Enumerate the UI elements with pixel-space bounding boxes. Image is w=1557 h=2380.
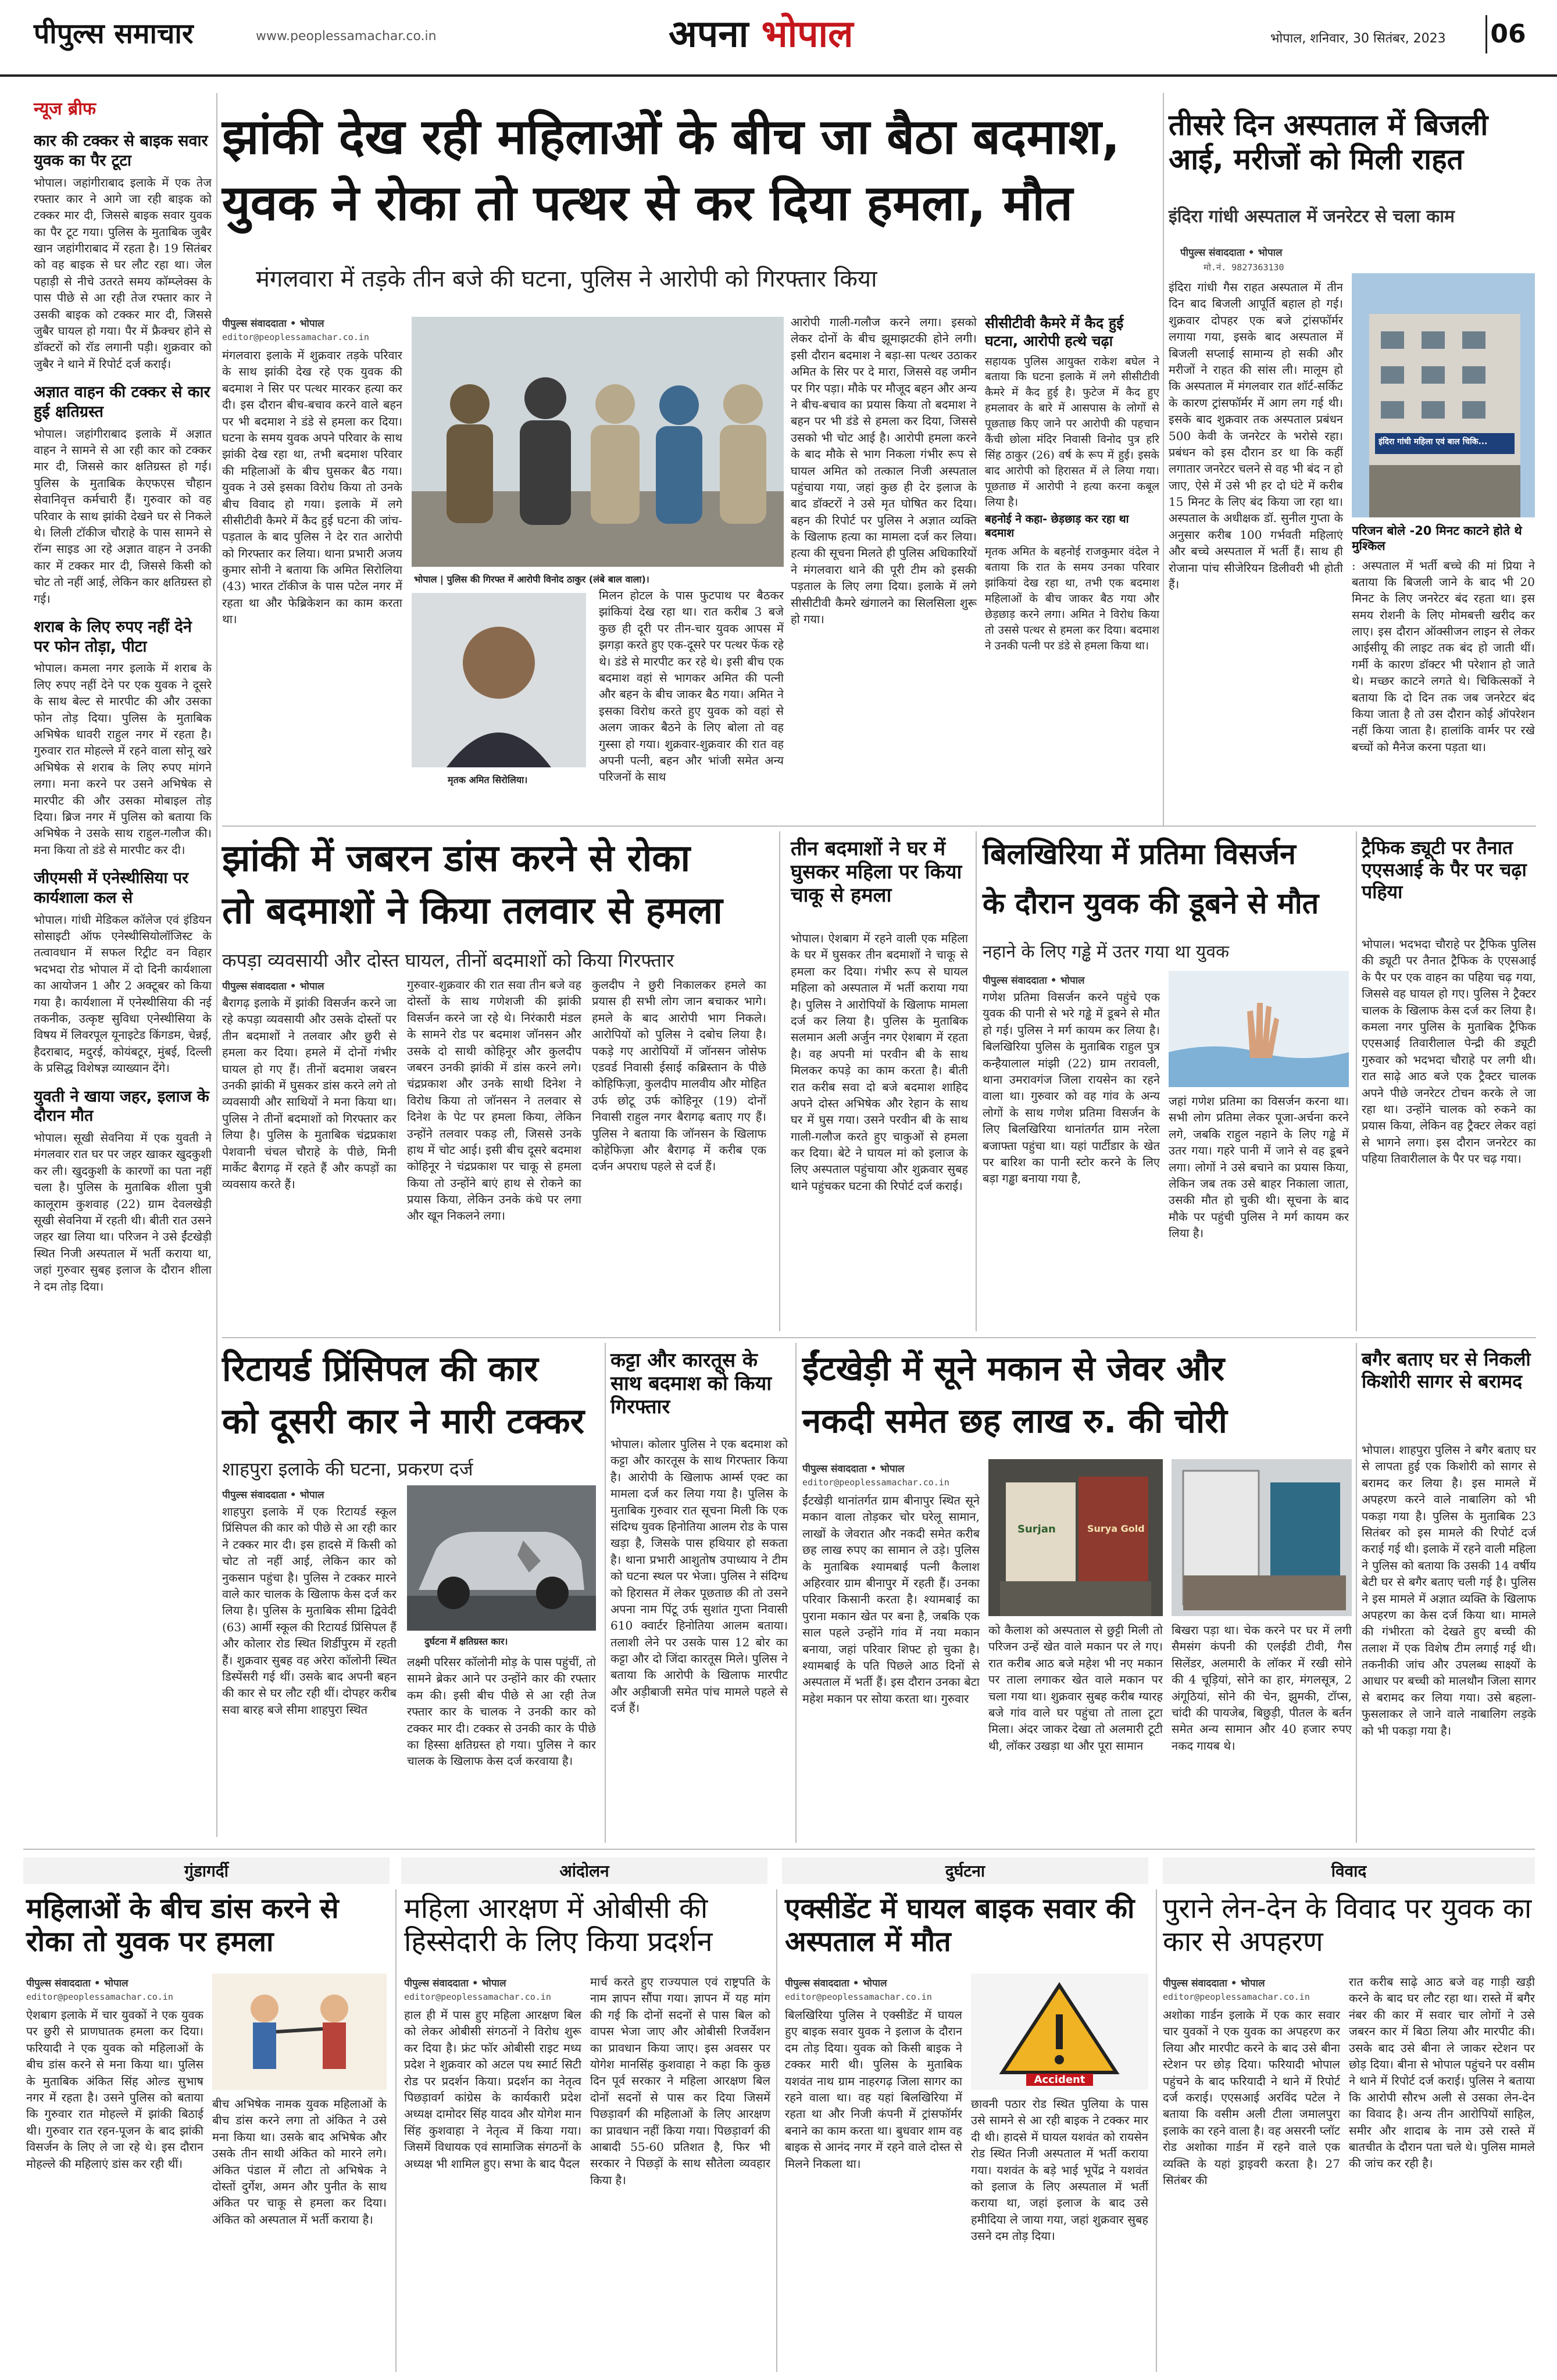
principal-byline: पीपुल्स संवाददाता • भोपाल bbox=[222, 1489, 324, 1501]
dance-headline-2: तो बदमाशों ने किया तलवार से हमला bbox=[222, 889, 723, 932]
victim-portrait bbox=[412, 593, 586, 767]
bottom-story-3-column-1 bbox=[785, 1974, 962, 2369]
principal-headline-1: रिटायर्ड प्रिंसिपल की कार bbox=[222, 1349, 538, 1389]
idol-text-1: गणेश प्रतिमा विसर्जन करने पहुंचे एक युवक की पानी से भरे गड्ढे में डूबने से मौत हो गई। पुलिस ने मर्ग कायम कर लिया है। बिलखिरिया पुलिस के मुताबिक राहुल पुत्र कन्हैयालाल मांझी (22) ग्राम तरावली, थाना उमरावगंज जिला रायसेन का रहने वाला था। गुरुवार को वह गांव के अन्य लोगों के साथ गणेश प्रतिमा विसर्जन के लिए बिलखिरिया थानांतर्गत ग्राम नरेला बजाफ्ता पहुंचा था। यहां पार्टीडार के खेत पर बारिश का पानी स्टोर करने के लिए बड़ा गड्ढा बनाया गया है, bbox=[983, 990, 1160, 1186]
dance-headline-1: झांकी में जबरन डांस करने से रोका bbox=[222, 837, 691, 880]
column-divider bbox=[976, 831, 977, 1331]
dance-column-1 bbox=[222, 977, 397, 1325]
lead-text-3: आरोपी गाली-गलौज करने लगा। इसको लेकर दोनों के बीच झूमाझटकी होने लगी। इसी दौरान बदमाश ने बड़ा-सा पत्थर उठाकर अमित के सिर पर दे मारा, जिससे वह जमीन पर गिर पड़ा। मौके पर मौजूद बहन और अन्य ने बीच-बचाव का प्रयास किया तो बदमाश ने बहन पर भी डंडे से हमला कर दिया, जिससे उसको भी चोट आई है। आरोपी हमला करने के बाद मौके से भाग निकला गंभीर रूप से घायल अमित को तत्काल निजी अस्पताल पहुंचाया गया, जहां कुछ ही देर इलाज के बाद डॉक्टरों ने उसे मृत घोषित कर दिया। बहन की रिपोर्ट पर पुलिस ने अज्ञात व्यक्ति के खिलाफ हत्या का मामला दर्ज कर लिया। हत्या की सूचना मिलते ही पुलिस अधिकारियों ने मंगलवारा थाने की पूरी टीम को इसकी पड़ताल के लिए लगा दिया। इलाके में लगे सीसीटीवी कैमरे खंगालने का सिलसिला शुरू हो गया। bbox=[791, 315, 977, 627]
lead-email: editor@peoplessamachar.co.in bbox=[222, 332, 369, 342]
theft-photo-cupboard bbox=[988, 1459, 1163, 1616]
column-divider bbox=[776, 1889, 777, 2372]
newspaper-logo: पीपुल्स समाचार bbox=[34, 17, 194, 50]
arrest-photo-art bbox=[412, 317, 784, 567]
bottom-story-4-text-1: अशोका गार्डन इलाके में एक कार सवार चार युवकों ने एक युवक का अपहरण कर लिया और मारपीट करने के बाद उसे बीना स्टेशन पर छोड़ दिया। फरियादी भोपाल पहुंचने के बाद फरियादी ने थाने में रिपोर्ट दर्ज कराई। एएसआई अरविंद पटेल ने बताया कि वसीम अली टीला जमालपुरा इलाके का रहने वाला है। वह असरनी प्लॉट रोड अशोका गार्डन में रहने वाले एक व्यक्ति के यहां ड्राइवरी करता है। 27 सितंबर की bbox=[1163, 2008, 1340, 2187]
lead-column-2 bbox=[599, 587, 784, 808]
gun-text: भोपाल। कोलार पुलिस ने एक बदमाश को कट्टा और कारतूस के साथ गिरफ्तार किया है। आरोपी के खिलाफ आर्म्स एक्ट का मामला दर्ज कर लिया गया है। पुलिस के मुताबिक गुरुवार रात सूचना मिली कि एक संदिग्ध युवक हिनोतिया आलम रोड के पास खड़ा है, जिसके पास हथियार हो सकता है। थाना प्रभारी आशुतोष उपाध्याय ने टीम को घटना स्थल पर भेजा। पुलिस ने संदिग्ध को हिरासत में लेकर पूछताछ की तो उसने अपना नाम पिंटू उर्फ सुशांत गुप्ता निवासी 610 क्वार्टर हिनोतिया आलम बताया। तलाशी लेने पर उसके पास 12 बोर का कट्टा और दो जिंदा कारतूस मिले। पुलिस ने बताया कि आरोपी के खिलाफ मारपीट और अड़ीबाजी समेत पांच मामले पहले से दर्ज हैं। bbox=[610, 1437, 788, 1716]
cctv-sidebar-subhead: बहनोई ने कहा- छेड़छाड़ कर रहा था बदमाश bbox=[985, 513, 1129, 539]
principal-subhead: शाहपुरा इलाके की घटना, प्रकरण दर्ज bbox=[222, 1458, 473, 1480]
brief-item bbox=[34, 869, 212, 1076]
traffic-column bbox=[1362, 936, 1536, 1331]
bottom-story-3-email: editor@peoplessamachar.co.in bbox=[785, 1992, 932, 2002]
hospital-building-art bbox=[1352, 273, 1535, 517]
principal-text-2: लक्ष्मी परिसर कॉलोनी मोड़ के पास पहुंचीं, तो सामने ब्रेकर आने पर उन्होंने कार की रफ्तार कम की। इसी बीच पीछे से आ रही तेज रफ्तार कार के चालक ने उनकी कार को टक्कर मार दी। टक्कर से उनकी कार के पीछे का हिस्सा क्षतिग्रस्त हो गया। पुलिस ने कार चालक के खिलाफ केस दर्ज करवाया है। bbox=[407, 1655, 596, 1768]
dance-column-3 bbox=[592, 977, 766, 1325]
bottom-story-3-headline: एक्सीडेंट में घायल बाइक सवार की अस्पताल में मौत bbox=[785, 1892, 1135, 1958]
bottom-story-4-headline: पुराने लेन-देन के विवाद पर युवक का कार से अपहरण bbox=[1163, 1892, 1532, 1958]
theft-text-2: को कैलाश को अस्पताल से छुट्टी मिली तो परिजन उन्हें खेत वाले मकान पर ले गए। रात करीब आठ बजे महेश भी नए मकान पर ताला लगाकर खेत वाले मकान पर चला गया था। शुक्रवार सुबह करीब ग्यारह बजे गांव वाले घर पहुंचा तो ताला टूटा मिला। अंदर जाकर देखा तो अलमारी टूटी थी, लॉकर उखड़ा था और पूरा सामान bbox=[988, 1623, 1163, 1753]
girl-column bbox=[1362, 1442, 1536, 1837]
bottom-story-4-text-2: रात करीब साढ़े आठ बजे वह गाड़ी खड़ी करने के बाद घर लौट रहा था। रास्ते में बगैर नंबर की कार में सवार चार लोगों ने उसे जबरन कार में बिठा लिया और मारपीट की। उसके बाद उसे बीना ले जाकर स्टेशन पर छोड़ दिया। बीना से भोपाल पहुंचने पर वसीम ने थाने में रिपोर्ट दर्ज कराई। पुलिस ने बताया कि आरोपी सौरभ अली से उसका लेन-देन का विवाद है। अन्य तीन आरोपियों साहिल, समीर और शादाब के नाम उसे रास्ते में बातचीत के दौरान पता चले थे। पुलिस मामले की जांच कर रही है। bbox=[1349, 1975, 1535, 2171]
bottom-story-4-byline: पीपुल्स संवाददाता • भोपाल bbox=[1163, 1978, 1265, 1989]
principal-text-1: शाहपुरा इलाके में एक रिटायर्ड स्कूल प्रिंसिपल की कार को पीछे से आ रही कार ने टक्कर मार दी। इस हादसे में किसी को चोट तो नहीं आई, लेकिन कार को नुकसान पहुंचा है। पुलिस ने टक्कर मारने वाले कार चालक के खिलाफ केस दर्ज कर लिया है। पुलिस के मुताबिक सीमा द्विवेदी (63) आर्मी स्कूल की रिटायर्ड प्रिंसिपल हैं और कोलार रोड स्थित शिर्डीपुरम में रहती हैं। शुक्रवार सुबह वह अरेरा कॉलोनी स्थित डिस्पेंसरी गई थीं। उसके बाद अपनी बहन की कार से घर लौट रही थीं। दोपहर करीब सवा बारह बजे सीमा शाहपुरा स्थित bbox=[222, 1505, 397, 1717]
drowning-hand-art bbox=[1169, 971, 1349, 1087]
fight-illustration bbox=[212, 1974, 387, 2090]
bottom-story-2-email: editor@peoplessamachar.co.in bbox=[404, 1992, 551, 2002]
arrest-photo-caption: भोपाल | पुलिस की गिरफ्त में आरोपी विनोद ठाकुर (लंबे बाल वाला)। bbox=[414, 574, 649, 585]
column-divider bbox=[795, 1343, 797, 1843]
brief-item bbox=[34, 617, 212, 858]
brief-text: भोपाल। कमला नगर इलाके में शराब के लिए रुपए नहीं देने पर एक युवक ने दूसरे के साथ बेल्ट से मारपीट की और उसका फोन तोड़ दिया। पुलिस के मुताबिक अभिषेक धावरी राहुल नगर में रहता है। गुरुवार रात मोहल्ले में रहने वाला सोनू खरे अभिषेक से शराब के लिए रुपए मांगने लगा। मना करने पर उसने अभिषेक से मारपीट की और उसका मोबाइल तोड़ दिया। ब्रिज नगर में पुलिस को बताया कि अभिषेक ने उसके साथ राहुल-गलौज की। मना किया तो डंडे से मारपीट कर दी। bbox=[34, 661, 212, 857]
drowning-photo bbox=[1169, 971, 1349, 1087]
accident-warning-icon bbox=[971, 1974, 1148, 2090]
dance-column-2 bbox=[407, 977, 581, 1325]
bottom-story-4-column-2 bbox=[1349, 1974, 1535, 2369]
category-durghatna: दुर्घटना bbox=[782, 1857, 1148, 1884]
theft-headline-2: नकदी समेत छह लाख रु. की चोरी bbox=[802, 1401, 1227, 1441]
gun-column bbox=[610, 1436, 788, 1837]
lead-headline-1: झांकी देख रही महिलाओं के बीच जा बैठा बदमाश, bbox=[222, 108, 1120, 165]
bottom-story-1-email: editor@peoplessamachar.co.in bbox=[26, 1992, 173, 2002]
website-url: www.peoplessamachar.co.in bbox=[256, 29, 437, 44]
bottom-story-2-column-1 bbox=[404, 1974, 581, 2369]
principal-headline-2: को दूसरी कार ने मारी टक्कर bbox=[222, 1401, 585, 1442]
news-brief-label: न्यूज ब्रीफ bbox=[34, 99, 96, 119]
row-divider bbox=[222, 1337, 1536, 1338]
fight-illustration-art bbox=[212, 1974, 387, 2090]
idol-headline-1: बिलखिरिया में प्रतिमा विसर्जन bbox=[983, 837, 1296, 871]
power-byline: पीपुल्स संवाददाता • भोपाल bbox=[1180, 247, 1283, 259]
damaged-car-photo bbox=[407, 1485, 596, 1631]
column-divider bbox=[1356, 1343, 1357, 1843]
lead-subhead: मंगलवारा में तड़के तीन बजे की घटना, पुलिस ने आरोपी को गिरफ्तार किया bbox=[256, 266, 877, 292]
brief-text: भोपाल। जहांगीराबाद इलाके में अज्ञात वाहन ने सामने से आ रही कार को टक्कर मार दी, जिससे कार क्षतिग्रस्त हो गई। पुलिस के मुताबिक केएफएस चौहान सेवानिवृत्त कर्मचारी हैं। गुरुवार को वह परिवार के साथ झांकी देखने घर से निकले थे। लिली टॉकीज चौराहे के पास सामने से रॉन्ग साइड आ रहे अज्ञात वाहन ने उनकी कार में टक्कर मार दी, जिससे किसी को चोट तो नहीं आई, लेकिन कार क्षतिग्रस्त हो गई। bbox=[34, 426, 212, 606]
column-divider bbox=[1156, 1889, 1157, 2372]
category-goondagardi: गुंडागर्दी bbox=[23, 1857, 390, 1884]
idol-column-2 bbox=[1169, 1093, 1349, 1331]
brief-headline: शराब के लिए रुपए नहीं देने पर फोन तोड़ा, पीटा bbox=[34, 617, 192, 656]
ransacked-room-art bbox=[1172, 1459, 1352, 1616]
girl-text: भोपाल। शाहपुरा पुलिस ने बगैर बताए घर से लापता हुई एक किशोरी को सागर से बरामद कर लिया है। इस मामले में अपहरण करने वाले नाबालिग को भी पकड़ा गया है। पुलिस के मुताबिक 23 सितंबर को इस मामले की रिपोर्ट दर्ज कराई गई थी। इलाके में रहने वाली महिला ने पुलिस को बताया कि उसकी 14 वर्षीय बेटी घर से बगैर बताए चली गई है। पुलिस ने इस मामले में अज्ञात व्यक्ति के खिलाफ अपहरण का केस दर्ज किया था। मामले की गंभीरता को देखते हुए बच्ची की तलाश में एक विशेष टीम लगाई गई थी। तकनीकी जांच और उपलब्ध साक्ष्यों के आधार पर बच्ची को मालथौन जिला सागर से बरामद कर लिया गया। उसे बहला-फुसलाकर ले जाने वाले नाबालिग लड़के को भी पकड़ा गया है। bbox=[1362, 1443, 1536, 1738]
bottom-story-2-text-1: हाल ही में पास हुए महिला आरक्षण बिल को लेकर ओबीसी संगठनों ने विरोध शुरू कर दिया है। फ्रंट फॉर ओबीसी राइट मध्य प्रदेश ने शुक्रवार को अटल पथ स्मार्ट सिटी रोड पर प्रदर्शन किया। प्रदर्शन का नेतृत्व पिछड़ावर्ग कांग्रेस के कार्यकारी प्रदेश अध्यक्ष दामोदर सिंह यादव और योगेश मान सिंह कुशवाहा ने नेतृत्व में किया गया। जिसमें विधायक एवं सामाजिक संगठनों के अध्यक्ष भी शामिल हुए। सभा के बाद पैदल bbox=[404, 2008, 581, 2171]
power-phone: मो.नं. 9827363130 bbox=[1204, 262, 1284, 273]
damaged-car-caption: दुर्घटना में क्षतिग्रस्त कार। bbox=[424, 1636, 508, 1647]
row-divider bbox=[222, 826, 1536, 827]
bottom-story-1-column-2 bbox=[212, 2096, 387, 2369]
category-andolan: आंदोलन bbox=[401, 1857, 767, 1884]
broken-cupboard-art bbox=[988, 1459, 1163, 1616]
lead-column-1 bbox=[222, 314, 402, 808]
brief-item bbox=[34, 131, 212, 372]
bottom-story-1-text-2: बीच अभिषेक नामक युवक महिलाओं के बीच डांस करने लगा तो अंकित ने उसे मना किया था। उसके बाद अभिषेक और उसके तीन साथी अंकित को मारने लगे। अंकित पंडाल में लौटा तो अभिषेक ने दोस्तों दुर्गेश, अमन और पुनीत के साथ अंकित पर चाकू से हमला कर दिया। अंकित को अस्पताल में भर्ती कराया है। bbox=[212, 2097, 387, 2227]
home-attack-column bbox=[791, 930, 968, 1331]
bottom-story-3-text-1: बिलखिरिया पुलिस ने एक्सीडेंट में घायल हुए बाइक सवार युवक ने इलाज के दौरान दम तोड़ दिया। युवक को किसी बाइक ने टक्कर मारी थी। पुलिस के मुताबिक यशवंत नाथ ग्राम नाहरगढ़ जिला सागर का रहने वाला था। वह यहां बिलखिरिया में रहता था और निजी कंपनी में ट्रांसफॉर्मर बनाने का काम करता था। बुधवार शाम वह बाइक से आनंद नगर में रहने वाले दोस्त से मिलने निकला था। bbox=[785, 2008, 962, 2171]
damaged-car-art bbox=[407, 1485, 596, 1631]
column-divider bbox=[779, 831, 780, 1331]
bottom-story-1-byline: पीपुल्स संवाददाता • भोपाल bbox=[26, 1978, 128, 1989]
dance-text-1: बैरागढ़ इलाके में झांकी विसर्जन करने जा रहे कपड़ा व्यवसायी और उसके दोस्तों पर तीन बदमाशों ने तलवार और छुरी से हमला कर दिया। हमले में दोनों गंभीर घायल हो गए हैं। तीनों बदमाश जबरन उनकी झांकी में घुसकर डांस करने लगे तो व्यवसायी और साथियों ने मना किया था। पुलिस ने तीनों बदमाशों को गिरफ्तार कर लिया है। पुलिस के मुताबिक चंद्रप्रकाश पेशवानी चंचल चौराहे के पीछे, मिनी मार्केट बैरागढ़ में रहते हैं और कपड़ों का व्यवसाय करते हैं। bbox=[222, 996, 397, 1192]
brand-label-surjan: Surjan bbox=[1017, 1523, 1056, 1535]
section-title-b: भोपाल bbox=[761, 13, 854, 56]
bottom-story-3-text-2: छावनी पठार रोड स्थित पुलिया के पास उसे सामने से आ रही बाइक ने टक्कर मार दी थी। हादसे में घायल यशवंत को रायसेन रोड स्थित निजी अस्पताल में भर्ती कराया गया। यशवंत के बड़े भाई भूपेंद्र ने यशवंत को इलाज के लिए अस्पताल में भर्ती कराया था, जहां इलाज के बाद उसे हमीदिया ले जाया गया, जहां शुक्रवार सुबह उसने दम तोड़ दिया। bbox=[971, 2097, 1148, 2243]
bottom-story-2-column-2 bbox=[590, 1974, 770, 2369]
hospital-photo bbox=[1352, 273, 1535, 517]
masthead bbox=[0, 0, 1557, 77]
page-number: 06 bbox=[1485, 15, 1529, 53]
bottom-story-1-text-1: ऐशबाग इलाके में चार युवकों ने एक युवक पर छुरी से प्राणघातक हमला कर दिया। फरियादी ने एक युवक को महिलाओं के बीच डांस करने से मना किया था। पुलिस के मुताबिक अंकित सिंह ओल्ड सुभाष नगर में रहता है। उसने पुलिस को बताया कि गुरुवार रात मोहल्ले में झांकी बिठाई थी। गुरुवार रात रहन-पूजन के बाद झांकी विसर्जन के लिए ले जा रहे थे। इस दौरान मोहल्ले की महिलाएं डांस कर रही थीं। bbox=[26, 2008, 203, 2171]
bottom-story-4-email: editor@peoplessamachar.co.in bbox=[1163, 1992, 1310, 2002]
brief-text: भोपाल। गांधी मेडिकल कॉलेज एवं इंडियन सोसाइटी ऑफ एनेस्थीसियोलॉजिस्ट के तत्वावधान में सफल रिट्रीट वन विहार भदभदा रोड भोपाल में दो दिनी कार्यशाला का आयोजन 1 और 2 अक्टूबर को किया गया है। कार्यशाला में एनेस्थीसिया की नई तकनीक, उत्कृष्ट सुविधा एनेस्थीसिया के विषय में लिवरपूल यूनाइटेड किंगडम, चेन्नई, हैदराबाद, मदुरई, कोयंबटूर, मुंबई, दिल्ली के प्रसिद्ध विशेषज्ञ व्याख्यान देंगे। bbox=[34, 912, 212, 1075]
dateline: भोपाल, शनिवार, 30 सितंबर, 2023 bbox=[1270, 31, 1446, 46]
brief-headline: कार की टक्कर से बाइक सवार युवक का पैर टूटा bbox=[34, 132, 208, 170]
cctv-sidebar-text-2: मृतक अमित के बहनोई राजकुमार वंदेल ने बताया कि रात के समय उनका परिवार झांकियां देख रहा था, तभी एक बदमाश महिलाओं के बीच जाकर बैठ गया और छेड़छाड़ करने लगा। अमित ने विरोध किया तो उससे पत्थर से हमला कर दिया। बदमाश ने उनकी पत्नी पर डंडे से हमला किया था। bbox=[985, 545, 1159, 652]
column-divider bbox=[1163, 93, 1164, 826]
brief-headline: अज्ञात वाहन की टक्कर से कार हुई क्षतिग्रस्त bbox=[34, 383, 210, 421]
column-divider bbox=[1356, 831, 1357, 1331]
lead-text-2: मिलन होटल के पास फुटपाथ पर बैठकर झांकियां देख रहा था। रात करीब 3 बजे कुछ ही दूरी पर तीन-चार युवक आपस में झगड़ा करते हुए एक-दूसरे पर पत्थर फेंक रहे थे। डंडे से मारपीट कर रहे थे। इसी बीच एक बदमाश वहां से भागकर अमित की पत्नी और बहन के बीच जाकर बैठ गया। अमित ने इसका विरोध करते हुए युवक को वहां से अलग जाकर बैठने के लिए बोला तो वह गुस्सा हो गया। शुक्रवार-शुक्रवार की रात वह अपनी पत्नी, बहन और भांजी समेत अन्य परिजनों के साथ bbox=[599, 588, 784, 784]
column-divider bbox=[605, 1343, 606, 1843]
home-attack-headline: तीन बदमाशों ने घर में घुसकर महिला पर किया चाकू से हमला bbox=[791, 837, 962, 907]
theft-photo-room bbox=[1172, 1459, 1352, 1616]
idol-column-1 bbox=[983, 971, 1160, 1331]
news-brief-column bbox=[34, 131, 212, 1841]
cctv-sidebar-text: सहायक पुलिस आयुक्त राकेश बघेल ने बताया कि घटना इलाके में लगे सीसीटीवी कैमरे में कैद हुई है। फुटेज में कैद हुए हमलावर के बारे में आसपास के लोगों से पूछताछ किए जाने पर आरोपी की पहचान कैंची छोला मंदिर निवासी विनोद पुत्र हरि सिंह ठाकुर (26) वर्ष के रूप में हुई। इसके बाद आरोपी को हिरासत में ले लिया गया। पूछताछ में आरोपी ने हत्या करना कबूल लिया है। bbox=[985, 355, 1159, 509]
power-text-2: : अस्पताल में भर्ती बच्चे की मां प्रिया ने बताया कि बिजली जाने के बाद भी 20 मिनट के लिए जनरेटर बंद रहता था। इस समय रोशनी के लिए मोमबत्ती खरीद कर लाए। इस दौरान ऑक्सीजन लाइन से लेकर आईसीयू की लाइट तक बंद हो जाती थीं। गर्मी के कारण डॉक्टर भी परेशान हो जाते थे। मच्छर काटने लगते थे। चिकित्सकों ने बताया कि दो दिन तक जब जनरेटर बंद किया जाता है तो उस दौरान कोई ऑपरेशन नहीं किया जाता है। हालांकि वार्मर पर रखे बच्चों को मैनेज करना पड़ता था। bbox=[1352, 558, 1535, 754]
idol-text-2: जहां गणेश प्रतिमा का विसर्जन करना था। सभी लोग प्रतिमा लेकर पूजा-अर्चना करने लगे, जबकि राहुल नहाने के लिए गड्ढे में उतर गया। गहरे पानी में जाने से वह डूबने लगा। लोगों ने उसे बचाने का प्रयास किया, लेकिन जब तक उसे बाहर निकाला जाता, उसकी मौत हो चुकी थी। सूचना के बाद मौके पर पहुंची पुलिस ने मर्ग कायम कर लिया है। bbox=[1169, 1094, 1349, 1241]
theft-email: editor@peoplessamachar.co.in bbox=[802, 1477, 949, 1488]
idol-byline: पीपुल्स संवाददाता • भोपाल bbox=[983, 975, 1085, 987]
column-divider bbox=[395, 1889, 397, 2372]
category-vivad: विवाद bbox=[1163, 1857, 1535, 1884]
theft-text-1: ईंटखेड़ी थानांतर्गत ग्राम बीनापुर स्थित सूने मकान वाला तोड़कर चोर घरेलू सामान, लाखों के जेवरात और नकदी समेत करीब छह लाख रुपए का सामान ले उड़े। पुलिस के मुताबिक श्यामबाई पत्नी कैलाश अहिरवार ग्राम बीनापुर में रहती हैं। उनका परिवार किसानी करता है। श्यामबाई का पुराना मकान खेत पर बना है, जबकि एक साल पहले उन्होंने गांव में नया मकान बनाया, जहां परिवार शिफ्ट हो चुका है। श्यामबाई के पति पिछले आठ दिनों से अस्पताल में भर्ती हैं। इस दौरान उनका बेटा महेश मकान पर सोया करता था। गुरुवार bbox=[802, 1493, 980, 1706]
arrest-photo bbox=[412, 317, 784, 567]
bottom-story-3-byline: पीपुल्स संवाददाता • भोपाल bbox=[785, 1978, 887, 1989]
dance-text-3: कुलदीप ने छुरी निकालकर हमले का प्रयास ही सभी लोग जान बचाकर भागे। हमले के बाद आरोपी भाग निकले। आरोपियों को पुलिस ने दबोच लिया है। पकड़े गए आरोपियों में जॉनसन जोसेफ एडवर्ड निवासी ईसाई कब्रिस्तान के पीछे कोहिफिज़ा, कुलदीप मालवीय और मोहित उर्फ छोटू उर्फ कोहिनूर (19) दोनों निवासी राहुल नगर बैरागढ़ बताए गए हैं। पुलिस ने बताया कि जॉनसन के खिलाफ कोहेफिज़ा और बैरागढ़ में करीब एक दर्जन अपराध पहले से दर्ज हैं। bbox=[592, 978, 766, 1174]
bottom-story-1-headline: महिलाओं के बीच डांस करने से रोका तो युवक पर हमला bbox=[26, 1892, 339, 1958]
brand-label-surya-gold: Surya Gold bbox=[1087, 1523, 1145, 1534]
lead-column-3 bbox=[791, 314, 977, 808]
lead-byline: पीपुल्स संवाददाता • भोपाल bbox=[222, 318, 324, 330]
lead-headline-2: युवक ने रोका तो पत्थर से कर दिया हमला, मौत bbox=[222, 174, 1073, 231]
bottom-story-2-text-2: मार्च करते हुए राज्यपाल एवं राष्ट्रपति के नाम ज्ञापन सौंपा गया। ज्ञापन में यह मांग की गई कि दोनों सदनों से पास बिल को वापस भेजा जाए और ओबीसी रिजर्वेशन का प्रावधान किया जाए। इस अवसर पर योगेश मानसिंह कुशवाहा ने कहा कि कुछ दिन पूर्व सरकार ने महिला आरक्षण बिल दोनों सदनों से पास कर दिया जिसमें पिछड़ावर्ग की महिलाओं के लिए आरक्षण का प्रावधान नहीं किया गया। पिछड़ावर्ग की आबादी 55-60 प्रतिशत है, फिर भी सरकार ने पिछड़ों के साथ सौतेला व्यवहार किया है। bbox=[590, 1975, 770, 2187]
theft-headline-1: ईंटखेड़ी में सूने मकान से जेवर और bbox=[802, 1349, 1225, 1388]
traffic-text: भोपाल। भदभदा चौराहे पर ट्रैफिक पुलिस की ड्यूटी पर तैनात ट्रैफिक के एएसआई के पैर पर एक वाहन का पहिया चढ़ गया, जिससे वह घायल हो गए। पुलिस ने ट्रैक्टर चालक के खिलाफ केस दर्ज कर लिया है। कमला नगर पुलिस के मुताबिक ट्रैफिक एएसआई तिवारीलाल पेन्द्री की ड्यूटी गुरुवार को भदभदा चौराहे पर लगी थी। रात साढ़े आठ बजे एक ट्रैक्टर चालक अपने पीछे जनरेटर टोचन करके ले जा रहा था। उन्होंने चालक को रुकने का प्रयास किया, लेकिन वह ट्रैक्टर लेकर वहां से भागने लगा। इस दौरान जनरेटर का पहिया तिवारीलाल के पैर पर चढ़ गया। bbox=[1362, 937, 1536, 1166]
row-divider bbox=[23, 1849, 1535, 1850]
theft-column-2 bbox=[988, 1622, 1163, 1837]
power-subhead: इंदिरा गांधी अस्पताल में जनरेटर से चला काम bbox=[1169, 206, 1455, 227]
brief-text: भोपाल। सूखी सेवनिया में एक युवती ने मंगलवार रात घर पर जहर खाकर खुदकुशी कर ली। खुदकुशी के कारणों का पता नहीं चला है। पुलिस के मुताबिक शीला पुत्री कालूराम कुशवाह (22) ग्राम देवलखेड़ी सूखी सेवनिया में रहती थी। बीती रात उसने जहर खा लिया था। परिजन ने उसे ईंटखेड़ी स्थित निजी अस्पताल में भर्ती कराया था, जहां गुरुवार सुबह इलाज के दौरान शीला ने दम तोड़ दिया। bbox=[34, 1131, 212, 1293]
cctv-sidebar-headline: सीसीटीवी कैमरे में कैद हुई घटना, आरोपी हत्थे चढ़ा bbox=[985, 315, 1124, 350]
girl-headline: बगैर बताए घर से निकली किशोरी सागर से बरामद bbox=[1362, 1348, 1531, 1392]
bottom-story-2-headline: महिला आरक्षण में ओबीसी की हिस्सेदारी के लिए किया प्रदर्शन bbox=[404, 1892, 713, 1958]
brief-headline: जीएमसी में एनेस्थीसिया पर कार्यशाला कल से bbox=[34, 869, 189, 907]
home-attack-text: भोपाल। ऐशबाग में रहने वाली एक महिला के घर में घुसकर तीन बदमाशों ने चाकू से हमला कर दिया। गंभीर रूप से घायल महिला को अस्पताल में भर्ती कराया गया है। पुलिस ने आरोपियों के खिलाफ मामला दर्ज कर लिया है। पुलिस के मुताबिक सलमान अली अर्जुन नगर ऐशबाग में रहता है। वह अपनी मां परवीन बी के साथ मिलकर कपड़े का काम करता है। बीती रात करीब सवा दो बजे बदमाश शाहिद अपने दोस्त अभिषेक और रेहान के साथ घर में घुस गया। उसने परवीन बी के साथ गाली-गलौज करते हुए चाकुओं से हमला कर दिया। बेटे ने घायल मां को इलाज के लिए अस्पताल पहुंचाया और शुक्रवार सुबह थाने पहुंचकर घटना की रिपोर्ट दर्ज कराई। bbox=[791, 931, 968, 1193]
principal-column-2 bbox=[407, 1654, 596, 1834]
brief-text: भोपाल। जहांगीराबाद इलाके में एक तेज रफ्तार कार ने आगे जा रही बाइक को टक्कर मार दी, जिससे बाइक सवार युवक का पैर टूट गया। पुलिस के मुताबिक जुबैर खान जहांगीराबाद में रहता है। 19 सितंबर को वह बाइक से घर लौट रहा था। जेल पहाड़ी से नीचे उतरते समय कॉम्प्लेक्स के पास पीछे से आ रही तेज रफ्तार कार ने उसकी बाइक को टक्कर मार दी, जिससे जुबैर घायल हो गया। पैर में फ्रैक्चर होने से डॉक्टरों को रॉड लगानी पड़ी। शुक्रवार को जुबैर ने थाने में रिपोर्ट दर्ज कराई। bbox=[34, 175, 212, 371]
bottom-story-1-column-1 bbox=[26, 1974, 203, 2369]
dance-text-2: गुरुवार-शुक्रवार की रात सवा तीन बजे वह दोस्तों के साथ गणेशजी की झांकी विसर्जन करने जा रहे थे। निरंकारी मंडल के सामने रोड पर बदमाश जॉनसन और उसके दो साथी कोहिनूर और कुलदीप जबरन उनकी झांकी में डांस करने लगे। चंद्रप्रकाश और उनके साथी दिनेश ने विरोध किया तो जॉनसन ने तलवार से दिनेश के पेट पर हमला किया, लेकिन उन्होंने तलवार पकड़ ली, जिससे उनके हाथ में चोट आई। इसी बीच दूसरे बदमाश कोहिनूर ने चंद्रप्रकाश पर चाकू से हमला किया तो उन्होंने बाएं हाथ से रोकने का प्रयास किया, लेकिन उनके कंधे पर लगा और खून निकलने लगा। bbox=[407, 978, 581, 1223]
power-column-1 bbox=[1169, 279, 1343, 814]
bottom-story-2-byline: पीपुल्स संवाददाता • भोपाल bbox=[404, 1978, 506, 1989]
theft-column-1 bbox=[802, 1459, 980, 1837]
principal-column-1 bbox=[222, 1485, 397, 1834]
theft-column-3 bbox=[1172, 1622, 1352, 1837]
theft-text-3: बिखरा पड़ा था। चेक करने पर घर में लगी सैमसंग कंपनी की एलईडी टीवी, गैस सिलेंडर, अलमारी के लॉकर में रखी सोने की 4 चूड़ियां, सोने का हार, मंगलसूत्र, 2 अंगूठियां, सोने की चेन, झुमकी, टॉप्स, चांदी की पायजेब, बिछुड़ी, पीतल के बर्तन समेत अन्य सामान और 40 हजार रुपए नकद गायब थे। bbox=[1172, 1623, 1352, 1753]
gun-headline: कट्टा और कारतूस के साथ बदमाश को किया गिरफ्तार bbox=[610, 1349, 772, 1419]
column-divider bbox=[216, 93, 217, 1837]
brief-headline: युवती ने खाया जहर, इलाज के दौरान मौत bbox=[34, 1087, 209, 1125]
idol-headline-2: के दौरान युवक की डूबने से मौत bbox=[983, 887, 1319, 920]
lead-text-1: मंगलवारा इलाके में शुक्रवार तड़के परिवार के साथ झांकी देख रहे एक युवक की बदमाश ने सिर पर पत्थर मारकर हत्या कर दी। इस दौरान बीच-बचाव करने वाले बहन पर भी बदमाश ने डंडे से हमला कर दिया। घटना के समय युवक अपने परिवार के साथ झांकी देख रहा था, तभी बदमाश परिवार की महिलाओं के बीच घुसकर बैठ गया। युवक ने उसे इसका विरोध किया तो उनके बीच विवाद हो गया। इलाके में लगे सीसीटीवी कैमरे में कैद हुई घटना की जांच-पड़ताल के बाद पुलिस ने देर रात आरोपी को गिरफ्तार कर लिया। थाना प्रभारी अजय कुमार सोनी ने बताया कि अमित सिरोलिया (43) भारत टॉकीज के पास पटेल नगर में रहता था और फेब्रिकेशन का काम करता था। bbox=[222, 348, 402, 627]
idol-subhead: नहाने के लिए गड्ढे में उतर गया था युवक bbox=[983, 942, 1230, 962]
power-photo-caption: परिजन बोले -20 मिनट काटने होते थे मुश्किल bbox=[1352, 524, 1522, 553]
theft-byline: पीपुल्स संवाददाता • भोपाल bbox=[802, 1463, 905, 1475]
cctv-sidebar bbox=[985, 314, 1159, 808]
accident-sign-label: Accident bbox=[1026, 2074, 1093, 2086]
hospital-sign: इंदिरा गांधी महिला एवं बाल चिकि... bbox=[1379, 437, 1488, 446]
brief-item bbox=[34, 383, 212, 607]
section-title-a: अपना bbox=[669, 13, 749, 56]
traffic-headline: ट्रैफिक ड्यूटी पर तैनात एएसआई के पैर पर चढ़ा पहिया bbox=[1362, 837, 1527, 903]
power-text-1: इंदिरा गांधी गैस राहत अस्पताल में तीन दिन बाद बिजली आपूर्ति बहाल हो गई। शुक्रवार दोपहर एक बजे ट्रांसफॉर्मर लगाया गया, इसके बाद अस्पताल में बिजली सप्लाई सामान्य हो सकी और मरीजों ने राहत की सांस ली। मालूम हो कि अस्पताल में मंगलवार रात शॉर्ट-सर्किट के कारण ट्रांसफॉर्मर में आग लग गई थी। इसके बाद शुक्रवार तक अस्पताल प्रबंधन 500 केवी के जनरेटर के भरोसे रहा। प्रबंधन को इस दौरान डर था कि कहीं लगातार जनरेटर चलने से वह भी बंद न हो जाए, ऐसे में उसे भी हर दो घंटे में करीब 15 मिनट के लिए बंद किया जा रहा था। अस्पताल के अधीक्षक डॉ. सुनील गुप्ता के अनुसार करीब 100 गर्भवती महिलाएं और बच्चे अस्पताल में भर्ती हैं। साथ ही रोजाना पांच सीजेरियन डिलीवरी भी होती हैं। bbox=[1169, 280, 1343, 592]
brief-item bbox=[34, 1087, 212, 1295]
dance-subhead: कपड़ा व्यवसायी और दोस्त घायल, तीनों बदमाशों को किया गिरफ्तार bbox=[222, 949, 674, 971]
power-headline: तीसरे दिन अस्पताल में बिजली आई, मरीजों को मिली राहत bbox=[1169, 108, 1488, 176]
bottom-story-4-column-1 bbox=[1163, 1974, 1340, 2369]
power-column-2 bbox=[1352, 523, 1535, 814]
bottom-story-3-column-2 bbox=[971, 2096, 1148, 2369]
accident-sign-photo bbox=[971, 1974, 1148, 2090]
victim-photo-caption: मृतक अमित सिरोलिया। bbox=[448, 774, 528, 785]
dance-byline: पीपुल्स संवाददाता • भोपाल bbox=[222, 981, 324, 992]
victim-photo bbox=[412, 593, 586, 767]
section-title bbox=[669, 13, 854, 57]
